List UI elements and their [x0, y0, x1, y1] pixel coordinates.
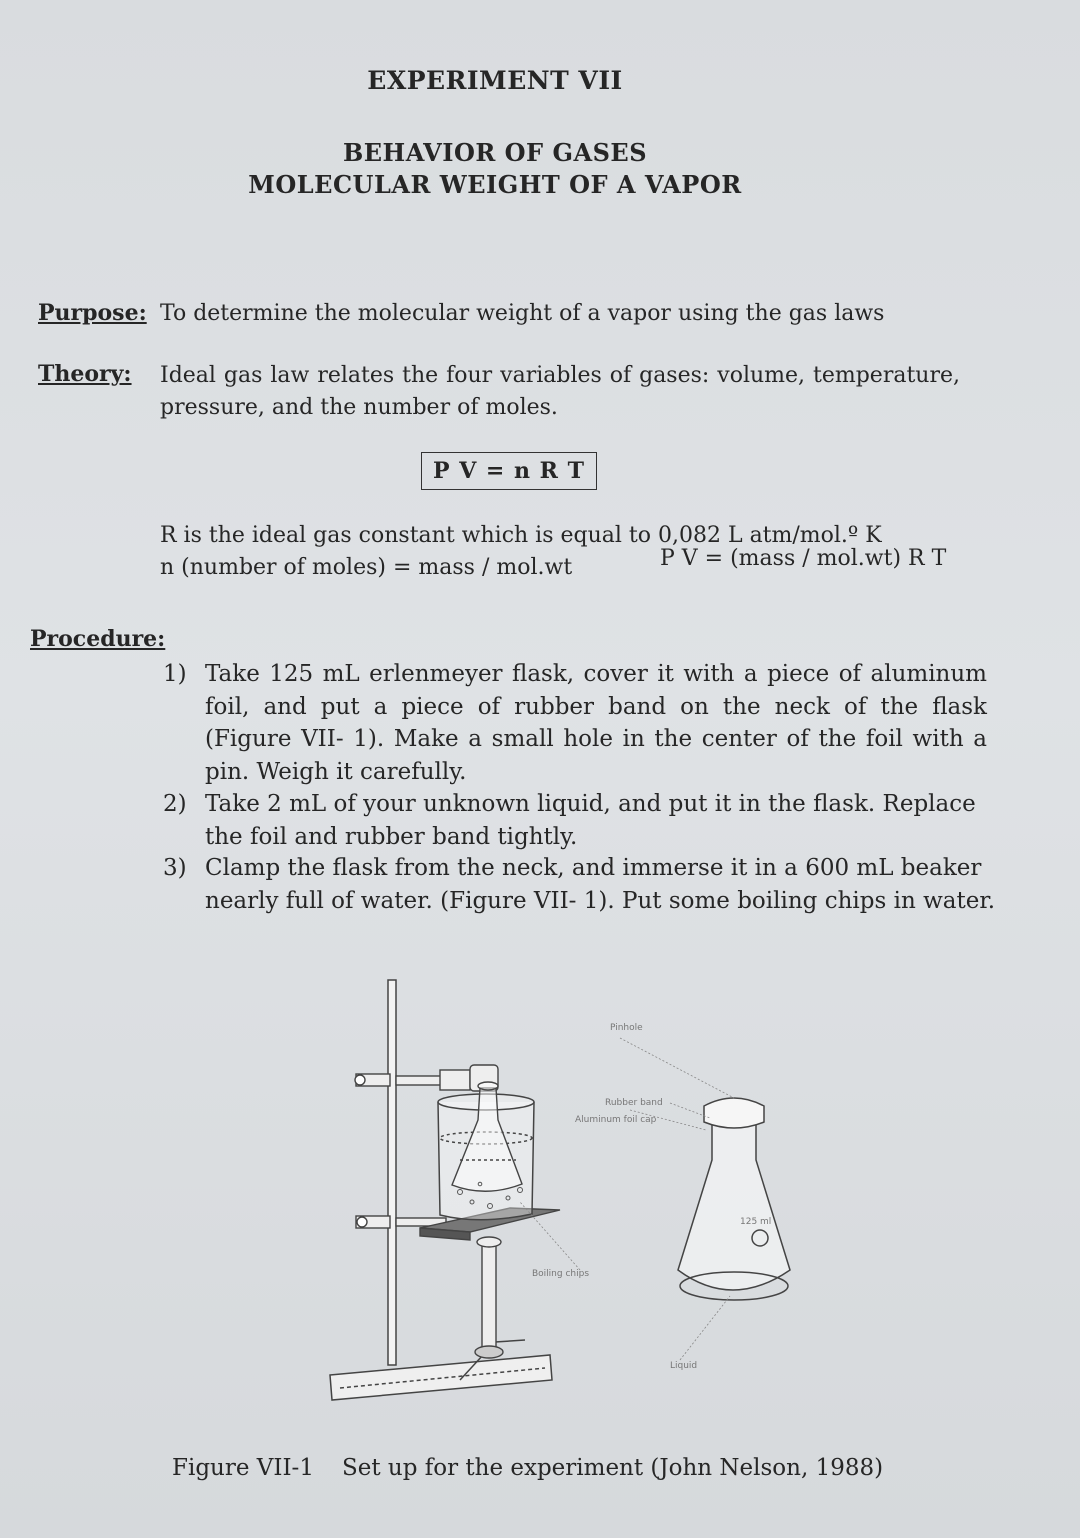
caption-text: Set up for the experiment (John Nelson, 1988): [341, 1455, 884, 1481]
step-text: Clamp the flask from the neck, and immerse it in a 600 mL beaker nearly full of water. (Figure VII- 1). Put some boiling chips in water.: [205, 855, 996, 914]
procedure-step-2: [163, 788, 995, 853]
procedure-step-3: [163, 852, 1005, 917]
ideal-gas-formula-box: P V = n R T: [421, 452, 597, 490]
burner: [475, 1237, 503, 1358]
experiment-title: EXPERIMENT VII: [367, 66, 623, 95]
label-flask-volume: 125 ml: [740, 1217, 772, 1227]
pv-mass-formula: P V = (mass / mol.wt) R T: [660, 546, 947, 571]
figure-caption: [172, 1452, 883, 1484]
stand-rod: [388, 980, 396, 1365]
label-aluminum-cap: Aluminum foil cap: [575, 1115, 657, 1125]
caption-label: Figure VII-1: [172, 1455, 314, 1481]
theory-label: Theory:: [38, 361, 132, 387]
step-number: 2): [163, 791, 187, 817]
procedure-label: Procedure:: [30, 626, 166, 652]
label-rubber-band: Rubber band: [605, 1098, 663, 1108]
purpose-label: Purpose:: [38, 300, 147, 326]
ring-stand-base: [330, 1340, 552, 1400]
step-number: 3): [163, 855, 187, 881]
step-number: 1): [163, 661, 187, 687]
step-text: Take 2 mL of your unknown liquid, and put it in the flask. Replace the foil and rubber band tightly.: [205, 791, 976, 850]
apparatus-figure: [320, 970, 820, 1410]
label-pinhole: Pinhole: [610, 1023, 643, 1033]
subtitle-behavior-of-gases: BEHAVIOR OF GASES: [342, 138, 648, 167]
procedure-step-1: [163, 658, 987, 788]
purpose-text: To determine the molecular weight of a vapor using the gas laws: [160, 301, 885, 326]
label-boiling-chips: Boiling chips: [532, 1269, 590, 1279]
moles-definition-line: n (number of moles) = mass / mol.wt: [160, 555, 573, 580]
upper-clamp: [355, 1065, 498, 1091]
theory-text: Ideal gas law relates the four variables of gases: volume, temperature, pressure, and the number of moles.: [160, 363, 960, 420]
label-liquid: Liquid: [670, 1361, 698, 1371]
subtitle-molecular-weight: MOLECULAR WEIGHT OF A VAPOR: [248, 170, 742, 199]
erlenmeyer-flask: [678, 1098, 790, 1300]
step-text: Take 125 mL erlenmeyer flask, cover it with a piece of aluminum foil, and put a piece of rubber band on the neck of the flask (Figure VII- 1). Make a small hole in the center of the foil with a pin. Weigh it carefully.: [205, 661, 987, 785]
gas-constant-line: R is the ideal gas constant which is equal to 0,082 L atm/mol.º K: [160, 523, 882, 548]
